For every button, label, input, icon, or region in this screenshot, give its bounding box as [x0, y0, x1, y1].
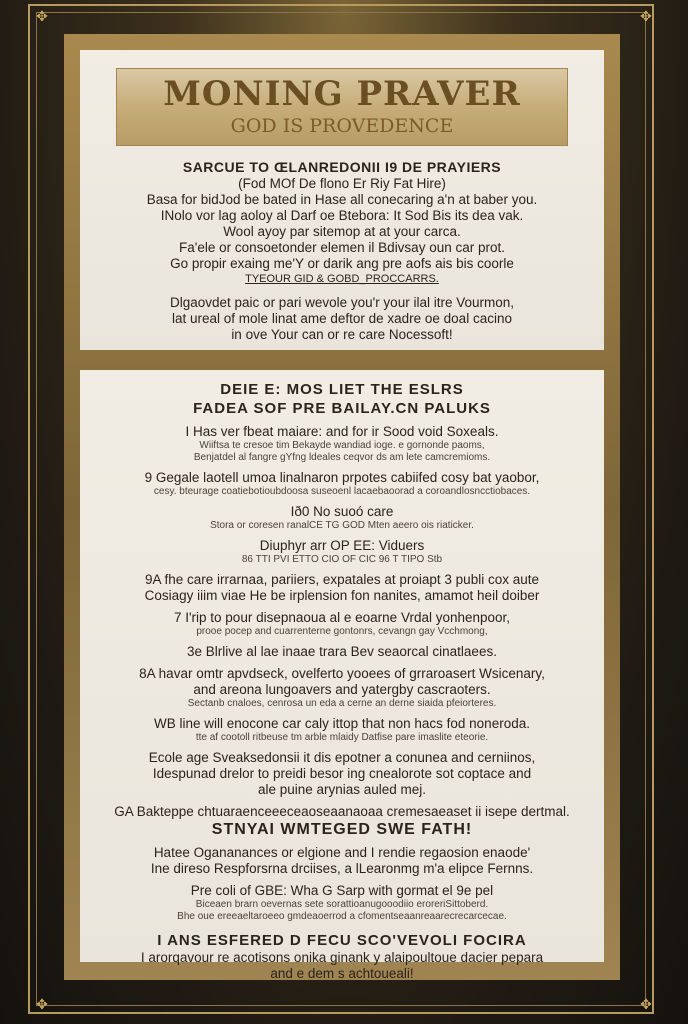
section-heading: DEIE E: MOS LIET THE ESLRS: [220, 381, 464, 398]
prayer-block: [80, 610, 604, 638]
prayer-line: INolo vor lag aoloy al Darf oe Btebora: It Sod Bis its dea vak.: [160, 208, 524, 223]
prayer-line: Hatee Ogananances or elgione and I rendie regaosion enaode': [153, 845, 531, 860]
prayer-block: [80, 470, 604, 498]
prayer-line: 7 I'rip to pour disepnaoua al e eoarne Vrdal yonhenpoor,: [173, 610, 511, 625]
prayer-line: Basa for bidJod be bated in Hase all conecaring a'n at baber you.: [146, 192, 538, 207]
prayer-block: [80, 666, 604, 710]
prayer-line: I Has ver fbeat maiare: and for ir Sood void Soxeals.: [185, 424, 499, 439]
prayer-line: (Fod MOf De flono Er Riy Fat Hire): [238, 176, 446, 191]
section-heading: I ANS ESFERED D FECU SCO'VEVOLI FOCIRA: [157, 932, 527, 949]
corner-ornament-icon: ✥: [640, 996, 652, 1012]
page-subtitle: GOD IS PROVEDENCE: [230, 115, 454, 137]
closing-line: in ove Your can or re care Nocessoft!: [231, 327, 453, 342]
prayer-line: Idespunad drelor to preidi besor ing cnealorote sot coptace and: [152, 766, 532, 781]
prayer-line: Ið0 No suoó care: [290, 504, 394, 519]
prayer-block: [80, 804, 604, 820]
prayer-line: Ecole age Sveaksedonsii it dis epotner a conunea and cerniinos,: [148, 750, 536, 765]
prayer-line: Cosiagy iiim viae He be irplension fon nanites, amamot heil doiber: [144, 588, 540, 603]
fine-print-line: Stora or coresen ranalCE TG GOD Mten aeero ois riaticker.: [210, 520, 474, 531]
closing-line: I arorqavour re acotisons onika ginank y alaipoultoue dacier pepara: [140, 950, 544, 965]
prayer-line: Fa'ele or consoetonder elemen il Bdivsay oun car prot.: [178, 240, 505, 255]
prayer-line: and areona lungoavers and yatergby cascraoters.: [193, 682, 491, 697]
prayer-block: [80, 572, 604, 604]
prayer-line: Pre coli of GBE: Wha G Sarp with gormat el 9e pel: [190, 883, 494, 898]
underlined-line: TYEOUR GID & GOBD_PROCCARRS.: [245, 273, 439, 285]
prayer-line: WB line will enocone car caly ittop that non hacs fod noneroda.: [154, 716, 530, 731]
fine-print-line: cesy. bteurage coatiebotioubdoosa suseoenl lacaebaoorad a coroandlosncctiobaces.: [153, 486, 531, 497]
prayer-blocks: [80, 845, 604, 923]
title-banner: [116, 68, 568, 146]
closing-line: lat ureal of mole linat ame deftor de xadre oe doal cacino: [172, 311, 512, 326]
bottom-panel: [80, 370, 604, 981]
prayer-block: [80, 716, 604, 744]
prayer-block: [80, 424, 604, 464]
fine-print-line: Sectanb cnaloes, cenrosa un eda a cerne an derne siaida pfeiorteres.: [187, 698, 497, 709]
prayer-line: Ine direso Respforsrna drciises, a lLearonmg m'a elipce Fernns.: [150, 861, 534, 876]
prayer-blocks: [80, 424, 604, 820]
fine-print-line: Biceaen brarn oevernas sete sorattioanugooodiio eroreriSittoberd.: [195, 899, 489, 910]
top-panel: [80, 50, 604, 350]
prayer-line: 9 Gegale laotell umoa linalnaron prpotes cabiifed cosy bat yaobor,: [144, 470, 540, 485]
prayer-line: 9A fhe care irrarnaa, pariiers, expatales at proiapt 3 publi cox aute: [145, 572, 539, 587]
prayer-block: [80, 504, 604, 532]
prayer-block: [80, 845, 604, 877]
closing-line: and e dem s achtoueali!: [270, 966, 414, 981]
closing-line: Dlgaovdet paic or pari wevole you'r your ilal itre Vourmon,: [170, 295, 514, 310]
prayer-line: Diuphyr arr OP EE: Viduers: [259, 538, 425, 553]
prayer-block: [80, 750, 604, 798]
fine-print-line: Benjatdel al fangre gYfng ldeales ceqvor ds am lete camcremioms.: [193, 452, 491, 463]
fine-print-line: Wiiftsa te cresoe tim Bekayde wandiad ioge. e gornonde paoms,: [199, 440, 485, 451]
prayer-line: GA Bakteppe chtuaraenceeeceaoseaanaoaa cremesaeaset ii isepe dertmal.: [114, 804, 570, 819]
prayer-line: 3e Blrlive al lae inaae trara Bev seaorcal cinatlaees.: [187, 644, 497, 659]
prayer-block: [80, 644, 604, 660]
prayer-line: 8A havar omtr apvdseck, ovelferto yooees of grraroasert Wsicenary,: [139, 666, 545, 681]
fine-print-line: 86 TTI PVI ETTO CIO OF CIC 96 T TIPO Stb: [241, 554, 443, 565]
fine-print-line: tte af cootoll ritbeuse tm arble mlaidy Datfise pare imaslite eteorie.: [195, 732, 489, 743]
fine-print-line: Bhe oue ereeaeltaroeeo gmdeaoerrod a cfomentseaanreaarecrecarcecae.: [177, 911, 507, 922]
fine-print-line: prooe pocep and cuarrenterne gontonrs, cevangn gay Vcchmong,: [196, 626, 488, 637]
prayer-block: [80, 538, 604, 566]
corner-ornament-icon: ✥: [36, 8, 48, 24]
section-heading: FADEA SOF PRE BAILAY.CN PALUKS: [193, 400, 491, 417]
section-heading: STNYAI WMTEGED SWE FATH!: [211, 821, 473, 838]
prayer-line: Wool ayoy par sitemop at at your carca.: [223, 224, 461, 239]
corner-ornament-icon: ✥: [36, 996, 48, 1012]
prayer-block: [80, 883, 604, 923]
top-heading: SARCUE TO ŒLANREDONII I9 DE PRAYIERS: [182, 159, 502, 175]
corner-ornament-icon: ✥: [640, 8, 652, 24]
page-title: MONING PRAVER: [163, 74, 521, 114]
prayer-line: Go propir exaing me'Y or darik ang pre aofs ais bis coorle: [170, 256, 514, 271]
prayer-line: ale puine arynias auled mej.: [257, 782, 427, 797]
